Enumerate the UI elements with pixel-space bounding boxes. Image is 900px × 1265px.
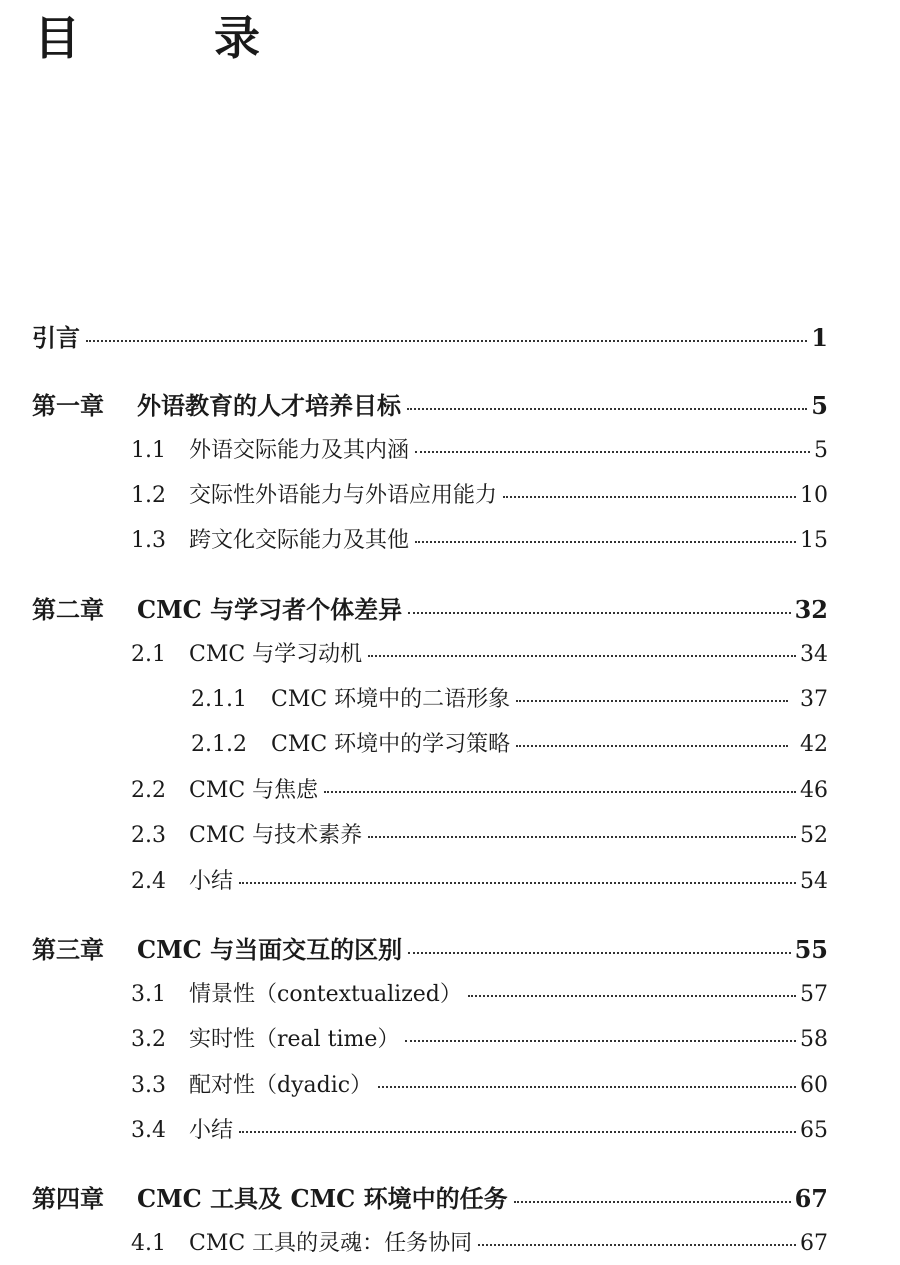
section-number: 1.1	[131, 438, 166, 463]
section-number: 3.2	[131, 1027, 166, 1052]
section-number: 3.4	[131, 1118, 166, 1143]
toc-page-number: 67	[800, 1231, 828, 1256]
dot-leader	[478, 1244, 796, 1246]
toc-chapter-4[interactable]	[32, 1179, 828, 1214]
dot-leader	[368, 655, 796, 657]
toc-section-1-1[interactable]	[131, 433, 828, 464]
toc-section-1-2[interactable]	[131, 478, 828, 509]
chapter-number: 第二章	[32, 595, 104, 624]
section-number: 2.1	[131, 642, 166, 667]
dot-leader	[408, 952, 790, 954]
toc-page-number: 10	[800, 483, 828, 508]
dot-leader	[86, 340, 807, 342]
toc-entry-intro[interactable]	[32, 318, 828, 353]
toc-section-4-1[interactable]	[131, 1226, 828, 1257]
toc-section-3-4[interactable]	[131, 1113, 828, 1144]
toc-chapter-1[interactable]	[32, 386, 828, 421]
dot-leader	[408, 612, 790, 614]
toc-section-1-3[interactable]	[131, 523, 828, 554]
toc-page-number: 34	[800, 642, 828, 667]
toc-chapter-2[interactable]	[32, 590, 828, 625]
section-title: 情景性（contextualized）	[189, 982, 462, 1007]
section-title: 外语交际能力及其内涵	[189, 438, 410, 463]
toc-section-2-3[interactable]	[131, 818, 828, 849]
dot-leader	[405, 1040, 796, 1042]
chapter-title: CMC 与学习者个体差异	[137, 595, 403, 624]
chapter-title: CMC 与当面交互的区别	[137, 935, 403, 964]
toc-section-3-1[interactable]	[131, 977, 828, 1008]
subsection-number: 2.1.2	[191, 732, 247, 757]
dot-leader	[516, 745, 788, 747]
toc-subsection-2-1-2[interactable]	[191, 727, 828, 758]
section-number: 1.3	[131, 528, 166, 553]
dot-leader	[324, 791, 796, 793]
dot-leader	[468, 995, 796, 997]
toc-page-number: 1	[811, 323, 828, 352]
toc-page-number: 52	[800, 823, 828, 848]
chapter-number: 第三章	[32, 935, 104, 964]
toc-page-number: 42	[800, 732, 828, 757]
toc-page-number: 55	[794, 935, 828, 964]
toc-section-2-2[interactable]	[131, 773, 828, 804]
dot-leader	[239, 1131, 796, 1133]
section-title: 交际性外语能力与外语应用能力	[189, 483, 498, 508]
toc-page-number: 57	[800, 982, 828, 1007]
section-title: 小结	[189, 869, 234, 894]
section-number: 4.1	[131, 1231, 166, 1256]
dot-leader	[415, 541, 796, 543]
chapter-number: 第一章	[32, 391, 104, 420]
section-title: 实时性（real time）	[189, 1027, 400, 1052]
section-title: CMC 与焦虑	[189, 778, 319, 803]
dot-leader	[239, 882, 796, 884]
toc-page-number: 60	[800, 1073, 828, 1098]
toc-section-3-3[interactable]	[131, 1068, 828, 1099]
section-title: 跨文化交际能力及其他	[189, 528, 410, 553]
toc-subsection-2-1-1[interactable]	[191, 682, 828, 713]
section-title: CMC 工具的灵魂：任务协同	[189, 1231, 473, 1256]
toc-page-number: 65	[800, 1118, 828, 1143]
section-number: 3.3	[131, 1073, 166, 1098]
dot-leader	[503, 496, 796, 498]
section-number: 1.2	[131, 483, 166, 508]
page-title: 目 录	[34, 11, 304, 65]
section-number: 2.3	[131, 823, 166, 848]
toc-section-2-4[interactable]	[131, 864, 828, 895]
toc-entry-title: 引言	[32, 323, 80, 352]
subsection-title: CMC 环境中的二语形象	[271, 687, 511, 712]
dot-leader	[368, 836, 796, 838]
toc-page-number: 32	[794, 595, 828, 624]
section-title: CMC 与学习动机	[189, 642, 363, 667]
toc-page-number: 67	[794, 1184, 828, 1213]
section-number: 2.2	[131, 778, 166, 803]
toc-page-number: 15	[800, 528, 828, 553]
chapter-title: CMC 工具及 CMC 环境中的任务	[137, 1184, 508, 1213]
section-title: CMC 与技术素养	[189, 823, 363, 848]
toc-section-2-1[interactable]	[131, 637, 828, 668]
section-number: 2.4	[131, 869, 166, 894]
dot-leader	[516, 700, 788, 702]
toc-page-number: 5	[811, 391, 828, 420]
toc-page-number: 37	[800, 687, 828, 712]
dot-leader	[378, 1086, 796, 1088]
dot-leader	[407, 408, 807, 410]
chapter-title: 外语教育的人才培养目标	[137, 391, 401, 420]
subsection-number: 2.1.1	[191, 687, 247, 712]
dot-leader	[514, 1201, 791, 1203]
toc-chapter-3[interactable]	[32, 930, 828, 965]
section-title: 小结	[189, 1118, 234, 1143]
toc-page-number: 54	[800, 869, 828, 894]
section-number: 3.1	[131, 982, 166, 1007]
dot-leader	[415, 451, 810, 453]
toc-page-number: 58	[800, 1027, 828, 1052]
toc-section-3-2[interactable]	[131, 1022, 828, 1053]
toc-page-number: 5	[814, 438, 828, 463]
chapter-number: 第四章	[32, 1184, 104, 1213]
section-title: 配对性（dyadic）	[189, 1073, 373, 1098]
subsection-title: CMC 环境中的学习策略	[271, 732, 511, 757]
toc-page-number: 46	[800, 778, 828, 803]
